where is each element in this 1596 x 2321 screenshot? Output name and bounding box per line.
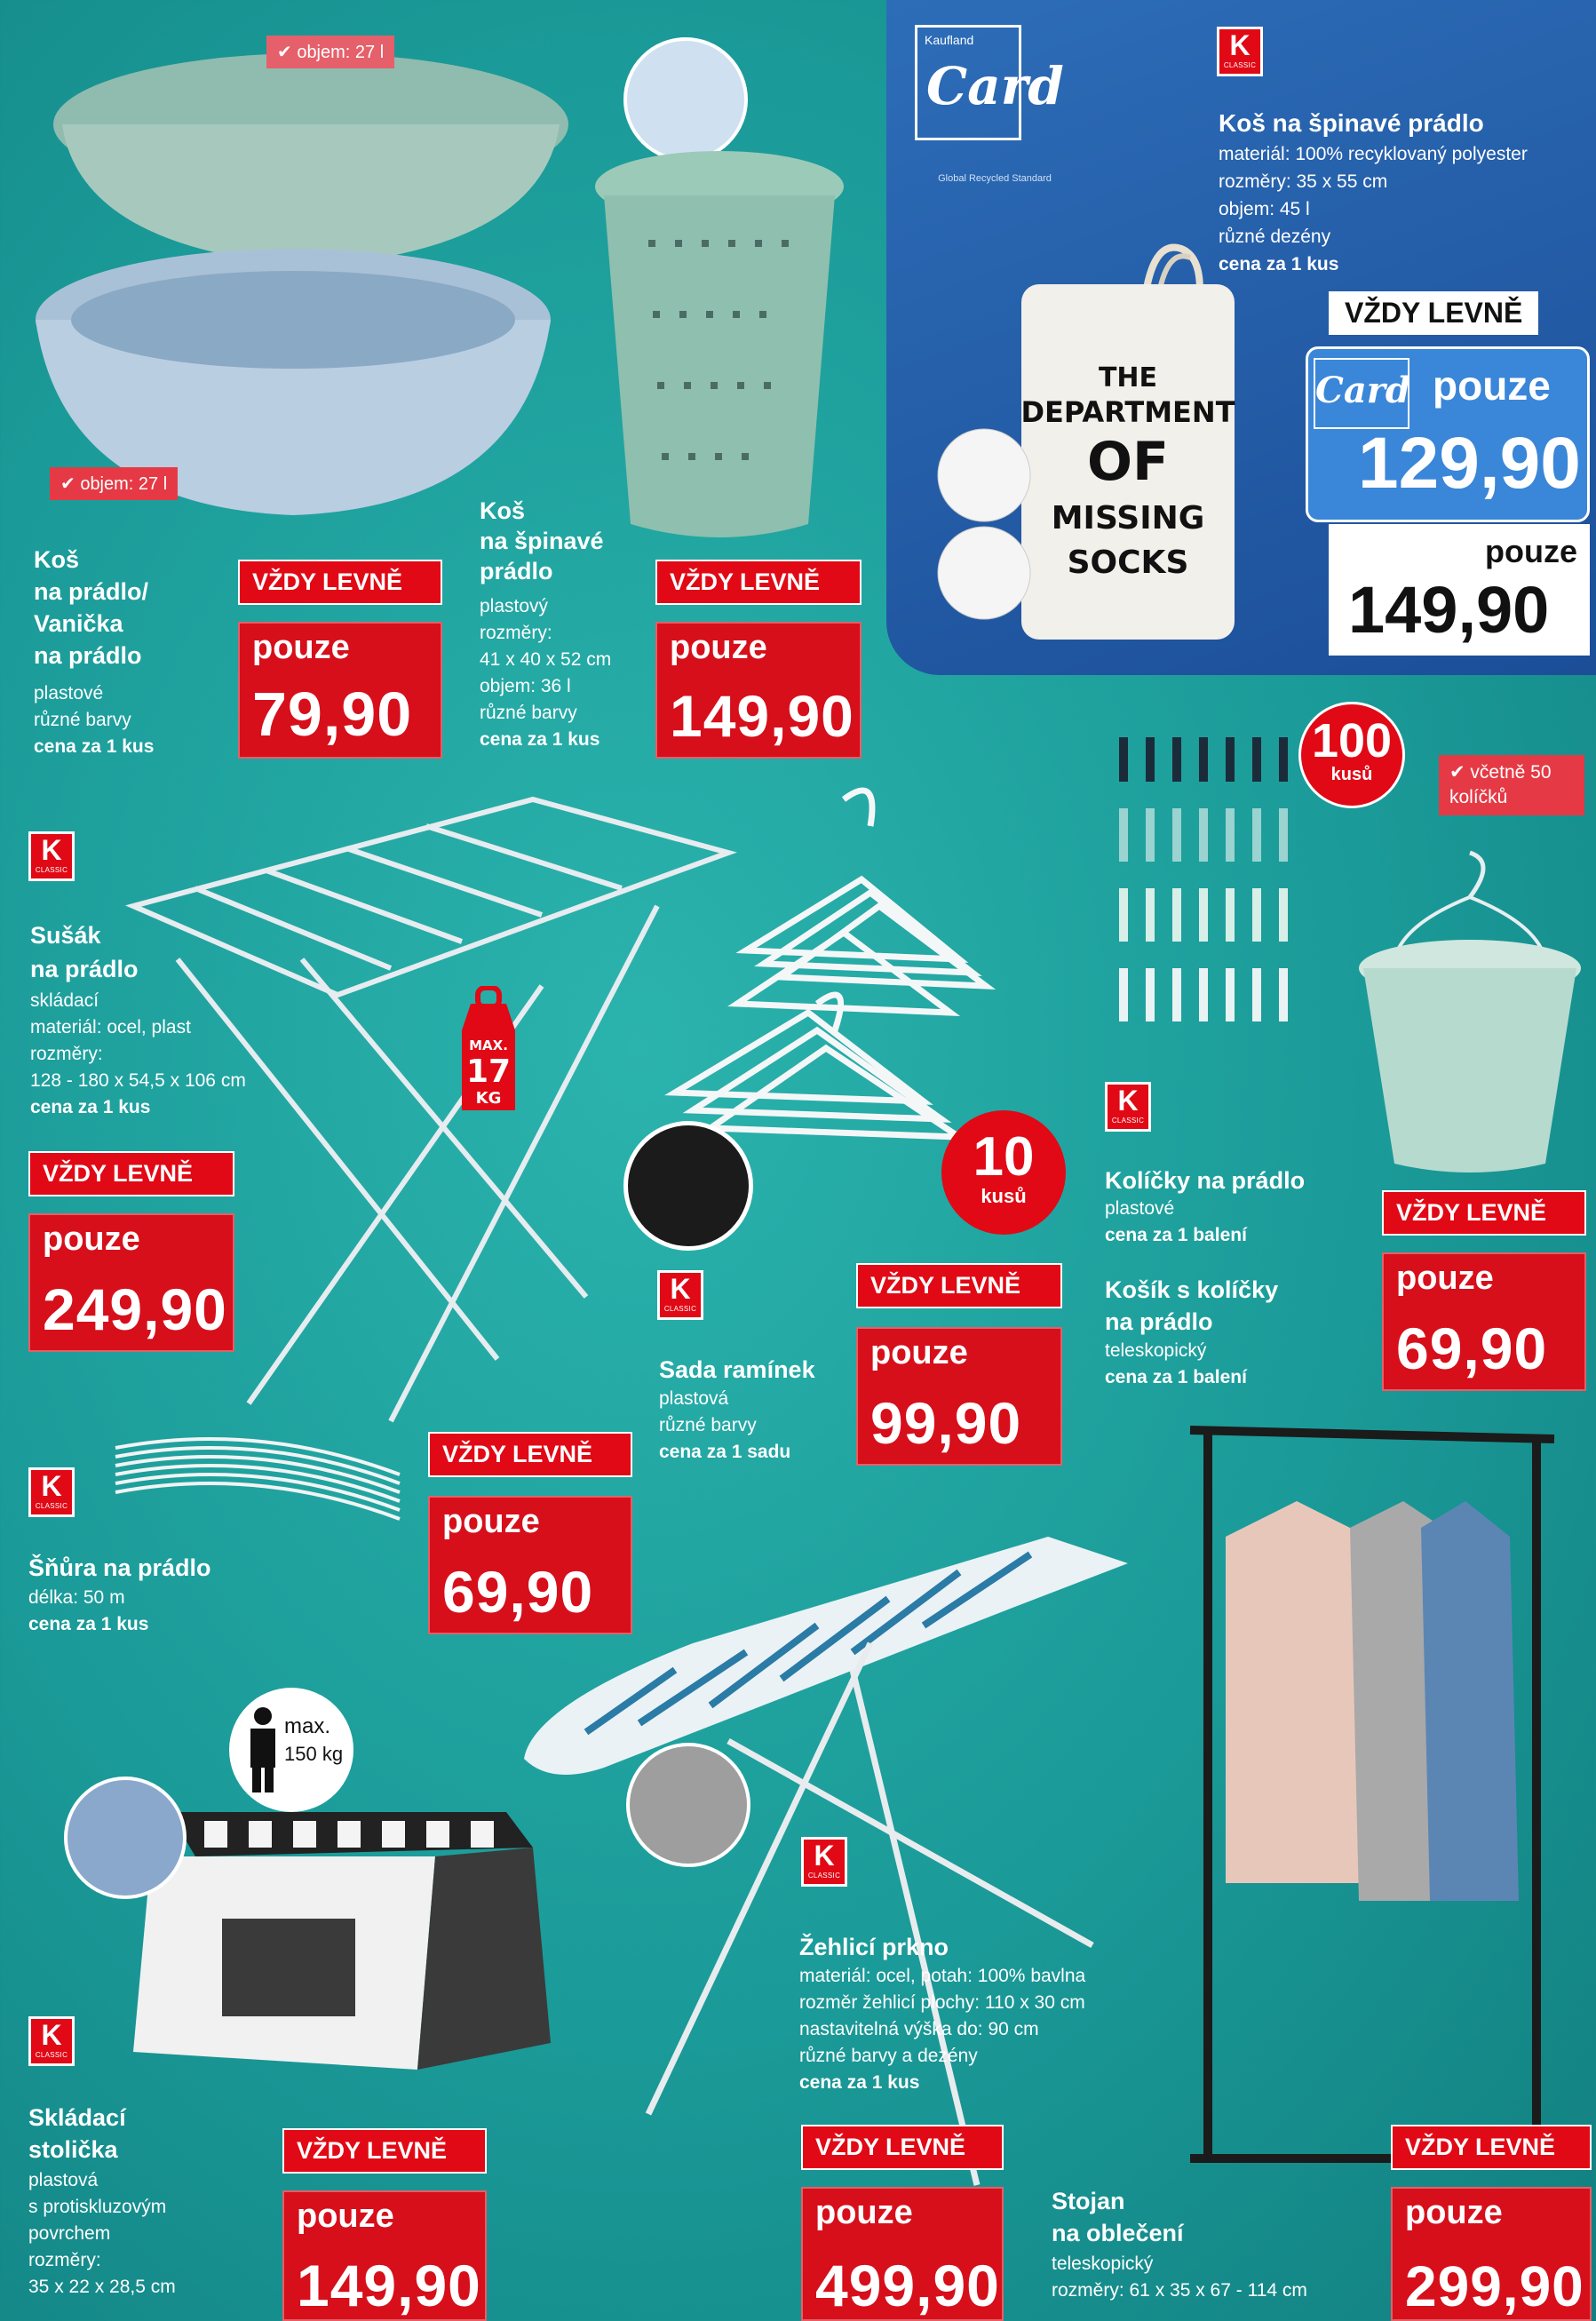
regular-price-box (1329, 524, 1590, 656)
card-logo-text: Card (926, 56, 1064, 116)
dryer-title: Sušák na prádlo (30, 922, 139, 982)
clothes-pegs-image (1115, 728, 1328, 1084)
always-low-label: VŽDY LEVNĚ (28, 1151, 234, 1196)
bag-print-line: THE (1098, 362, 1158, 393)
bag-print-line: MISSING (1051, 500, 1205, 537)
line-price-box: pouze 69,90 (428, 1496, 632, 1634)
k-classic-logo: K CLASSIC (1105, 1082, 1151, 1132)
stool-price-value: 149,90 (297, 2253, 481, 2318)
dryer-price-box: pouze 249,90 (28, 1213, 234, 1352)
basket-price-box: pouze 79,90 (238, 622, 442, 759)
pegs-title: Kolíčky na prádlo (1105, 1167, 1306, 1194)
stool-title: Skládací stolička (28, 2104, 126, 2163)
global-recycled-standard: Global Recycled Standard (938, 173, 1052, 184)
rack-price-box: pouze 299,90 (1391, 2187, 1592, 2321)
stool-price-box: pouze 149,90 (282, 2190, 487, 2321)
rack-title: Stojan na oblečení (1052, 2188, 1184, 2246)
stool-details: plastová s protiskluzovým povrchem rozměry: 35 x 22 x 28,5 cm (28, 2170, 176, 2297)
peg-basket-image (1341, 844, 1596, 1190)
max-load-badge: max. 150 kg (229, 1688, 353, 1812)
hangers-title: Sada ramínek (659, 1356, 815, 1383)
clothes-line-details: délka: 50 m cena za 1 kus (28, 1587, 149, 1634)
always-low-label: VŽDY LEVNĚ (801, 2125, 1004, 2170)
k-classic-logo: K CLASSIC (28, 831, 75, 881)
svg-text:17: 17 (465, 1053, 512, 1090)
always-low-label: VŽDY LEVNĚ (238, 560, 442, 605)
board-price-box: pouze 499,90 (801, 2187, 1004, 2321)
clothes-line-image (107, 1430, 409, 1537)
always-low-label: VŽDY LEVNĚ (655, 560, 862, 605)
color-swatch (64, 1777, 187, 1899)
pegs-price-value: 69,90 (1396, 1315, 1548, 1381)
volume-badge: ✔ objem: 27 l (50, 467, 178, 500)
kaufland-card-logo (915, 25, 1064, 140)
hangers-details: plastová různé barvy cena za 1 sadu (659, 1388, 791, 1462)
rack-price-value: 299,90 (1405, 2254, 1584, 2318)
k-classic-logo: K CLASSIC (801, 1837, 847, 1887)
hamper-title: Koš na špinavé prádlo (480, 497, 604, 584)
svg-text:MAX.: MAX. (469, 1037, 508, 1053)
k-classic-logo: K CLASSIC (657, 1270, 703, 1320)
card-logo-small: Kaufland (925, 33, 974, 47)
always-low-label: VŽDY LEVNĚ (428, 1432, 632, 1477)
card-price-value: 129,90 (1358, 423, 1581, 504)
bag-print-line: SOCKS (1067, 544, 1189, 581)
pegs-details: plastové cena za 1 balení (1105, 1198, 1247, 1245)
laundry-basket-image (27, 27, 577, 524)
clothes-rack-image (1172, 1403, 1581, 2203)
basket-price-value: 79,90 (252, 680, 413, 749)
hangers-price-box: pouze 99,90 (856, 1327, 1062, 1466)
card-product-title: Koš na špinavé prádlo (1219, 109, 1484, 137)
dryer-price-value: 249,90 (43, 1276, 227, 1342)
card-product-details: materiál: 100% recyklovaný polyester rozměry: 35 x 55 cm objem: 45 l různé dezény cena za 1 kus (1219, 144, 1528, 274)
always-low-label: VŽDY LEVNĚ (1391, 2125, 1592, 2170)
ironing-board-title: Žehlicí prkno (799, 1934, 949, 1960)
k-classic-logo: K CLASSIC (28, 2016, 75, 2066)
laundry-bag-image (933, 222, 1270, 666)
peg-basket-title: Košík s kolíčky na prádlo (1105, 1276, 1279, 1335)
dryer-details: skládací materiál: ocel, plast rozměry: 128 - 180 x 54,5 x 106 cm cena za 1 kus (30, 990, 246, 1117)
card-price-box (1306, 346, 1590, 522)
svg-text:KG: KG (475, 1089, 502, 1108)
basket-title: Koš na prádlo/ Vanička na prádlo (34, 546, 149, 669)
price-only-label: pouze (1433, 362, 1551, 409)
bag-print-line: OF (1087, 431, 1169, 493)
color-swatch (626, 1743, 750, 1867)
always-low-label: VŽDY LEVNĚ (1382, 1190, 1586, 1236)
hamper-details: plastový rozměry: 41 x 40 x 52 cm objem: 36 l různé barvy cena za 1 kus (480, 596, 612, 750)
bag-print-line: DEPARTMENT (1020, 395, 1235, 429)
pegs-count-badge: 100 kusů (1298, 702, 1405, 808)
always-low-label: VŽDY LEVNĚ (1329, 291, 1538, 335)
hamper-price-value: 149,90 (670, 683, 854, 749)
person-icon (245, 1705, 281, 1794)
hangers-count-badge: 10 kusů (941, 1110, 1066, 1235)
peg-basket-details: teleskopický cena za 1 balení (1105, 1340, 1247, 1387)
color-swatch (623, 1121, 753, 1251)
k-classic-logo: K CLASSIC (1217, 27, 1263, 76)
k-classic-logo: K CLASSIC (28, 1467, 75, 1517)
price-only-label: pouze (1485, 533, 1577, 569)
hamper-price-box: pouze 149,90 (655, 622, 862, 759)
line-price-value: 69,90 (442, 1559, 594, 1625)
pegs-price-box: pouze 69,90 (1382, 1252, 1586, 1391)
always-low-label: VŽDY LEVNĚ (282, 2128, 487, 2174)
hamper-image (577, 133, 862, 542)
always-low-label: VŽDY LEVNĚ (856, 1263, 1062, 1308)
max-weight-icon (453, 986, 524, 1119)
pegs-included-badge: ✔ včetně 50 kolíčků (1439, 755, 1584, 815)
board-price-value: 499,90 (815, 2253, 1000, 2318)
hangers-price-value: 99,90 (870, 1390, 1022, 1456)
volume-badge-top: ✔ objem: 27 l (266, 36, 394, 68)
rack-details: teleskopický rozměry: 61 x 35 x 67 - 114 cm (1052, 2253, 1307, 2301)
ironing-board-details: materiál: ocel, potah: 100% bavlna rozměr žehlicí plochy: 110 x 30 cm nastavitelná výška do: 90 cm různé barvy a dezény cena za 1 kus (799, 1966, 1086, 2093)
regular-price-value: 149,90 (1348, 573, 1550, 647)
basket-details: plastové různé barvy cena za 1 kus (34, 683, 155, 757)
card-mini-logo: Card (1314, 358, 1409, 429)
clothes-line-title: Šňůra na prádlo (28, 1554, 211, 1581)
